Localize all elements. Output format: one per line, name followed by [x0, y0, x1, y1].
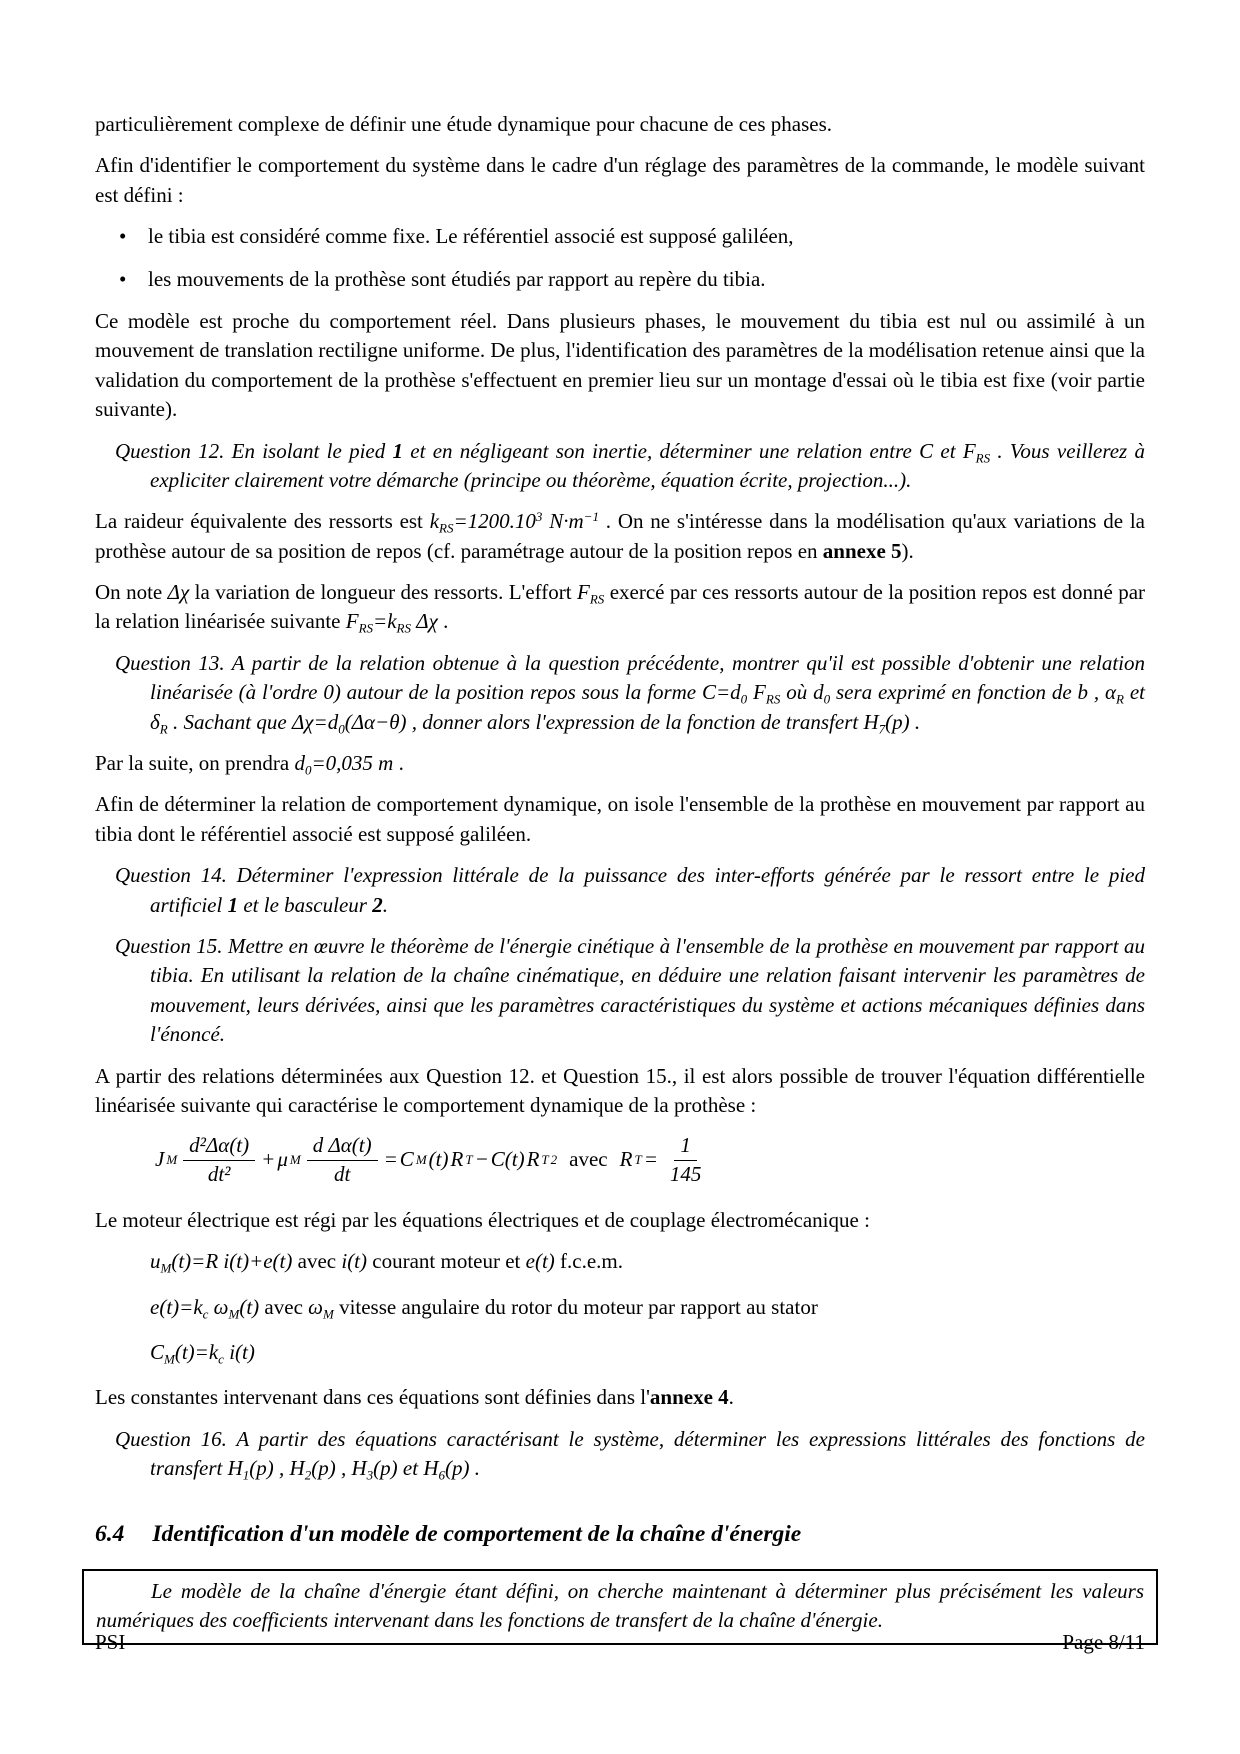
- text-run: .: [469, 1456, 480, 1481]
- text-run: RS: [439, 520, 454, 536]
- bullet-item-mouvements: [95, 265, 1145, 294]
- section-heading: [95, 1518, 1145, 1551]
- text-run: Question 12. En isolant le pied: [115, 438, 393, 463]
- text-run: 1: [242, 1467, 250, 1483]
- question-16: [95, 1425, 1145, 1484]
- footer-left: PSI: [95, 1630, 126, 1654]
- paragraph-equation-intro: [95, 1062, 1145, 1121]
- text-run: d: [294, 751, 305, 776]
- fraction-denominator: 145: [669, 1161, 702, 1186]
- eq-term: C: [399, 1147, 414, 1172]
- text-run: c: [218, 1351, 224, 1367]
- text-run: .: [437, 609, 449, 634]
- text-run: C: [150, 1340, 165, 1365]
- text-run: A partir des relations déterminées aux Question 12. et Question 15., il est alors possible de trouver l'équation différentielle linéarisée suivante qui caractérise le comportement dynamique de la prothèse :: [95, 1063, 1145, 1117]
- text-run: sera exprimé en fonction de: [830, 680, 1078, 705]
- fraction: [664, 1132, 708, 1188]
- text-run: 0: [740, 691, 748, 707]
- text-run: d: [730, 680, 741, 705]
- text-run: =0,035 m: [311, 751, 394, 776]
- text-run: (Δα−θ): [344, 709, 407, 734]
- text-run: Δχ=d: [291, 709, 339, 734]
- bullet-item-tibia-fixe: [95, 222, 1145, 251]
- text-run: Question 14. Déterminer l'expression littérale de la puissance des inter-efforts générée par le ressort entre le pied artificiel: [115, 863, 1145, 917]
- text-run: particulièrement complexe de définir une étude dynamique pour chacune de ces phases.: [95, 112, 833, 136]
- text-run: Le moteur électrique est régi par les équations électriques et de couplage électromécanique :: [95, 1207, 870, 1232]
- paragraph-moteur: [95, 1206, 1145, 1235]
- text-run: RS: [975, 450, 991, 466]
- eq-operator: +: [261, 1147, 276, 1172]
- text-run: δ: [150, 709, 160, 734]
- text-run: Les constantes intervenant dans ces équations sont définies dans l': [95, 1385, 650, 1410]
- text-run: i(t): [223, 1340, 255, 1365]
- text-run: (p): [885, 709, 910, 734]
- text-run: =1200.10: [453, 509, 536, 534]
- text-run: u: [150, 1249, 161, 1274]
- fraction-denominator: dt²: [207, 1161, 231, 1186]
- text-run: , donner alors l'expression de la fonction de transfert: [406, 709, 864, 734]
- text-run: 0: [338, 721, 345, 737]
- text-run: 2: [304, 1467, 312, 1483]
- fraction-denominator: dt: [333, 1161, 351, 1186]
- text-run: . On ne s'intéresse dans la modélisation qu'aux variations de la prothèse autour de sa position de repos (cf. paramétrage autour de la position repos en: [95, 509, 1145, 563]
- paragraph-d0: [95, 749, 1145, 778]
- text-run: On note: [95, 580, 168, 605]
- eq-operator: =: [383, 1147, 398, 1172]
- section-title: Identification d'un modèle de comportement de la chaîne d'énergie: [152, 1520, 802, 1547]
- text-run: M: [322, 1306, 334, 1322]
- question-12: [95, 437, 1145, 496]
- text-run: 0: [823, 691, 831, 707]
- text-run: ,: [1088, 680, 1106, 705]
- text-run: .: [728, 1385, 734, 1410]
- text-run: courant moteur et: [367, 1249, 526, 1274]
- text-run: (p): [311, 1456, 336, 1481]
- text-run: i(t): [341, 1249, 368, 1274]
- text-run: annexe 4: [649, 1385, 729, 1410]
- text-run: (t): [239, 1294, 260, 1319]
- text-run: Δχ: [167, 580, 190, 605]
- paragraph-model-intro: [95, 151, 1145, 210]
- text-run: e(t)=k: [150, 1294, 203, 1319]
- eq-term: R: [619, 1147, 633, 1172]
- text-run: F: [577, 580, 590, 605]
- eq-term: μ: [277, 1147, 288, 1172]
- text-run: vitesse angulaire du rotor du moteur par rapport au stator: [333, 1294, 818, 1319]
- text-run: où: [780, 680, 814, 705]
- paragraph-delta-chi: [95, 578, 1145, 637]
- text-run: C: [919, 438, 934, 463]
- text-run: Afin d'identifier le comportement du système dans le cadre d'un réglage des paramètres de la commande, le modèle suivant est défini :: [95, 153, 1145, 207]
- page-footer: [95, 1628, 1145, 1657]
- text-run: R: [1116, 691, 1124, 707]
- text-run: . Sachant que: [167, 709, 292, 734]
- text-run: .: [909, 709, 921, 734]
- text-run: (t)=R i(t)+e(t): [171, 1249, 293, 1274]
- text-run: et: [397, 1456, 424, 1481]
- text-run: k: [387, 609, 397, 634]
- text-run: M: [164, 1351, 175, 1367]
- paragraph-constantes: [95, 1383, 1145, 1412]
- text-run: et en négligeant son inertie, déterminer une relation entre: [403, 438, 920, 463]
- fraction-numerator: d Δα(t): [307, 1132, 378, 1160]
- text-run: H: [289, 1456, 305, 1481]
- section-number: 6.4: [95, 1520, 125, 1547]
- text-run: Par la suite, on prendra: [95, 751, 295, 776]
- text-run: ω: [308, 1294, 323, 1319]
- fraction-numerator: d²Δα(t): [183, 1132, 255, 1160]
- text-run: ).: [901, 538, 914, 563]
- eq-operator: =: [643, 1147, 658, 1172]
- question-15: [95, 932, 1145, 1050]
- fraction-numerator: 1: [674, 1132, 697, 1160]
- text-run: ,: [273, 1456, 290, 1481]
- motor-equation-voltage: [150, 1247, 1145, 1276]
- paragraph-raideur: [95, 507, 1145, 566]
- text-run: les mouvements de la prothèse sont étudiés par rapport au repère du tibia.: [148, 266, 766, 291]
- text-run: le tibia est considéré comme fixe. Le référentiel associé est supposé galiléen,: [148, 224, 794, 249]
- text-run: c: [202, 1306, 209, 1322]
- eq-term: (t): [428, 1147, 449, 1172]
- text-run: k: [429, 509, 440, 534]
- text-run: 1: [392, 438, 404, 463]
- text-run: avec: [292, 1249, 342, 1274]
- text-run: annexe 5: [822, 538, 902, 563]
- text-run: exercé par ces ressorts autour de la position repos est donné par la relation linéarisée suivante: [95, 580, 1146, 634]
- text-run: F: [747, 680, 766, 705]
- text-run: 7: [878, 721, 886, 737]
- text-run: Question 13. A partir de la relation obtenue à la question précédente, montrer qu'il est possible d'obtenir une relation linéarisée (à l'ordre 0) autour de la position repos sous la forme: [115, 650, 1145, 705]
- eq-term: R: [526, 1147, 540, 1172]
- text-run: f.c.e.m.: [554, 1249, 624, 1274]
- fraction: [183, 1132, 255, 1188]
- text-run: Question 15. Mettre en œuvre le théorème de l'énergie cinétique à l'ensemble de la prothèse en mouvement par rapport au tibia. En utilisant la relation de la chaîne cinématique, en déduire une relation faisant intervenir les paramètres de mouvement, leurs dérivées, ainsi que les paramètres caractéristiques du système et actions mécaniques définies dans l'énoncé.: [115, 933, 1145, 1047]
- paragraph-comportement-dynamique: [95, 790, 1145, 849]
- paragraph-intro: [95, 110, 1145, 139]
- text-run: H: [863, 709, 879, 734]
- text-run: Δχ: [411, 609, 438, 634]
- text-run: (t)=k: [174, 1340, 219, 1365]
- text-run: N·m: [542, 509, 584, 534]
- text-run: C: [701, 680, 716, 705]
- motor-equation-torque: [150, 1338, 1145, 1367]
- eq-term: R: [450, 1147, 464, 1172]
- text-run: −1: [583, 509, 599, 525]
- text-run: e(t): [525, 1249, 555, 1274]
- framed-note-text: Le modèle de la chaîne d'énergie étant défini, on cherche maintenant à déterminer plus précisément les valeurs numériques des coefficients intervenant dans les fonctions de transfert de la chaîne d'énergie.: [96, 1578, 1144, 1632]
- text-run: 3: [366, 1467, 374, 1483]
- text-run: R: [159, 721, 168, 737]
- text-run: M: [228, 1306, 240, 1322]
- text-run: d: [813, 680, 824, 705]
- text-run: b: [1077, 680, 1089, 705]
- text-run: =: [715, 680, 731, 705]
- text-run: RS: [589, 591, 605, 607]
- text-run: F: [962, 438, 976, 463]
- footer-right: Page 8/11: [1062, 1630, 1145, 1654]
- question-14: [95, 861, 1145, 920]
- text-run: . Vous veillerez à expliciter clairement votre démarche (principe ou théorème, équation écrite, projection...).: [150, 438, 1145, 492]
- text-run: F: [345, 609, 359, 634]
- text-run: (p): [373, 1456, 398, 1481]
- text-run: .: [393, 751, 404, 776]
- eq-term: J: [155, 1147, 165, 1172]
- text-run: et le basculeur: [238, 892, 373, 917]
- paragraph-modele-proche: [95, 307, 1145, 425]
- text-run: 6: [438, 1467, 445, 1483]
- text-run: et: [933, 438, 963, 463]
- question-13: [95, 649, 1145, 737]
- text-run: RS: [396, 621, 411, 637]
- differential-equation: J M $\frac{\text{d²Δα(t)}}{\text{dt²}}$ + μ M $\frac{\text{d Δα(t)}}{dt}$ = C M (t) R T − C(t) R T 2 avec R T = $\frac{1}{145}$: [155, 1132, 1145, 1188]
- text-run: RS: [358, 621, 374, 637]
- text-run: M: [160, 1260, 172, 1276]
- text-run: RS: [765, 691, 781, 707]
- text-run: Ce modèle est proche du comportement réel. Dans plusieurs phases, le mouvement du tibia est nul ou assimilé à un mouvement de translation rectiligne uniforme. De plus, l'identification des paramètres de la modélisation retenue ainsi que la validation du comportement de la prothèse s'effectuent en premier lieu sur un montage d'essai où le tibia est fixe (voir partie suivante).: [95, 308, 1145, 422]
- text-run: Question 16. A partir des équations caractérisant le système, déterminer les expressions littérales des fonctions de transfert: [115, 1426, 1145, 1481]
- text-run: (p): [249, 1456, 274, 1481]
- text-run: α: [1105, 680, 1117, 705]
- text-run: 1: [227, 892, 239, 917]
- fraction: [307, 1132, 378, 1188]
- text-run: ω: [208, 1294, 229, 1319]
- eq-term: C(t): [490, 1147, 525, 1172]
- text-run: la variation de longueur des ressorts. L'effort: [189, 580, 578, 605]
- text-run: 2: [372, 892, 383, 917]
- text-run: Afin de déterminer la relation de comportement dynamique, on isole l'ensemble de la prothèse en mouvement par rapport au tibia dont le référentiel associé est supposé galiléen.: [95, 792, 1145, 846]
- text-run: .: [382, 892, 388, 917]
- text-run: La raideur équivalente des ressorts est: [95, 509, 430, 534]
- text-run: (p): [445, 1456, 470, 1481]
- eq-text-avec: avec: [569, 1147, 608, 1172]
- bullet-list: [95, 222, 1145, 294]
- motor-equation-fcem: [150, 1293, 1145, 1322]
- text-run: et: [1124, 680, 1146, 705]
- text-run: H: [351, 1456, 367, 1481]
- text-run: avec: [259, 1294, 309, 1319]
- text-run: H: [423, 1456, 439, 1481]
- text-run: 0: [304, 762, 312, 778]
- text-run: H: [227, 1456, 243, 1481]
- eq-operator: −: [474, 1147, 489, 1172]
- text-run: ,: [335, 1456, 352, 1481]
- text-run: 3: [535, 509, 543, 525]
- text-run: =: [373, 609, 388, 634]
